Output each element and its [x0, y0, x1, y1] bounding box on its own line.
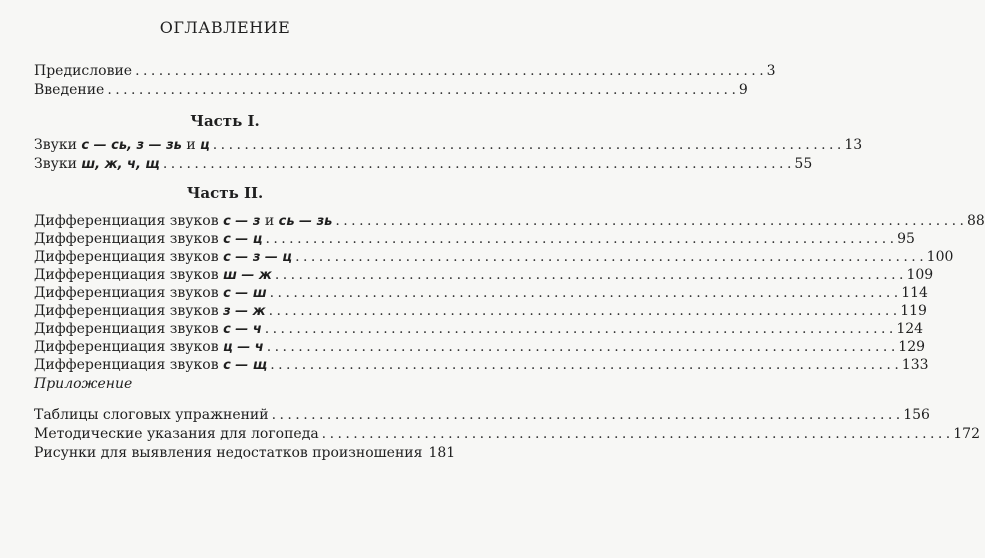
entry-label: Дифференциация звуков с — з — ц — [34, 249, 293, 265]
entry-label: Дифференциация звуков с — ш — [34, 285, 267, 301]
entry-page: 88 — [966, 213, 985, 229]
toc-entry[interactable] — [34, 320, 924, 338]
entry-label: Рисунки для выявления недостатков произношения — [34, 445, 423, 461]
toc-entry[interactable] — [34, 136, 863, 155]
entry-label: Дифференциация звуков з — ж — [34, 303, 266, 319]
entry-page: 133 — [901, 357, 929, 373]
toc-part-2 — [34, 212, 985, 374]
leader-dots — [267, 338, 896, 356]
part-1-heading: Часть I. — [190, 112, 260, 130]
entry-label: Дифференциация звуков ш — ж — [34, 267, 272, 283]
entry-label: Введение — [34, 82, 105, 98]
entry-page: 124 — [896, 321, 924, 337]
entry-page: 181 — [428, 445, 456, 461]
entry-label: Звуки ш, ж, ч, щ — [34, 156, 160, 172]
entry-label: Дифференциация звуков с — з и сь — зь — [34, 213, 333, 229]
leader-dots — [265, 320, 894, 338]
toc-entry[interactable] — [34, 248, 954, 266]
entry-label: Дифференциация звуков ц — ч — [34, 339, 264, 355]
entry-label: Дифференциация звуков с — ч — [34, 321, 262, 337]
page-title: ОГЛАВЛЕНИЕ — [159, 18, 291, 37]
leader-dots — [322, 425, 951, 444]
entry-label: Предисловие — [34, 63, 133, 79]
toc-entry[interactable] — [34, 212, 985, 230]
toc-part-1 — [34, 136, 863, 174]
entry-page: 119 — [900, 303, 927, 319]
toc-entry[interactable] — [34, 302, 927, 320]
toc-entry[interactable] — [34, 62, 776, 81]
toc-entry[interactable] — [34, 230, 915, 248]
entry-page: 172 — [953, 426, 980, 442]
toc-appendix — [34, 406, 980, 463]
entry-page: 114 — [901, 285, 928, 301]
toc-entry[interactable] — [34, 81, 748, 100]
leader-dots — [265, 230, 894, 248]
entry-page: 95 — [897, 231, 915, 247]
leader-dots — [270, 356, 899, 374]
entry-page: 13 — [844, 137, 863, 153]
toc-entry[interactable] — [34, 406, 930, 425]
toc-entry[interactable] — [34, 444, 456, 463]
toc-entry[interactable] — [34, 266, 934, 284]
leader-dots — [213, 136, 842, 155]
toc-entry[interactable] — [34, 338, 926, 356]
leader-dots — [275, 266, 904, 284]
entry-page: 9 — [738, 82, 748, 98]
leader-dots — [163, 155, 792, 174]
entry-label: Дифференциация звуков с — щ — [34, 357, 268, 373]
entry-page: 3 — [766, 63, 776, 79]
toc-entry[interactable] — [34, 155, 813, 174]
entry-page: 129 — [898, 339, 926, 355]
leader-dots — [135, 62, 764, 81]
toc-intro — [34, 62, 776, 100]
entry-label: Дифференциация звуков с — ц — [34, 231, 263, 247]
toc-entry[interactable] — [34, 356, 929, 374]
entry-page: 100 — [926, 249, 954, 265]
entry-page: 55 — [794, 156, 813, 172]
leader-dots — [335, 212, 964, 230]
entry-label: Звуки с — сь, з — зь и ц — [34, 137, 210, 153]
appendix-heading: Приложение — [34, 376, 133, 392]
leader-dots — [272, 406, 901, 425]
leader-dots — [107, 81, 736, 100]
entry-label: Таблицы слоговых упражнений — [34, 407, 269, 423]
entry-page: 156 — [903, 407, 930, 423]
entry-label: Методические указания для логопеда — [34, 426, 319, 442]
leader-dots — [269, 302, 898, 320]
toc-entry[interactable] — [34, 425, 980, 444]
entry-page: 109 — [906, 267, 934, 283]
leader-dots — [295, 248, 924, 266]
leader-dots — [270, 284, 899, 302]
toc-entry[interactable] — [34, 284, 928, 302]
part-2-heading: Часть II. — [186, 184, 264, 202]
